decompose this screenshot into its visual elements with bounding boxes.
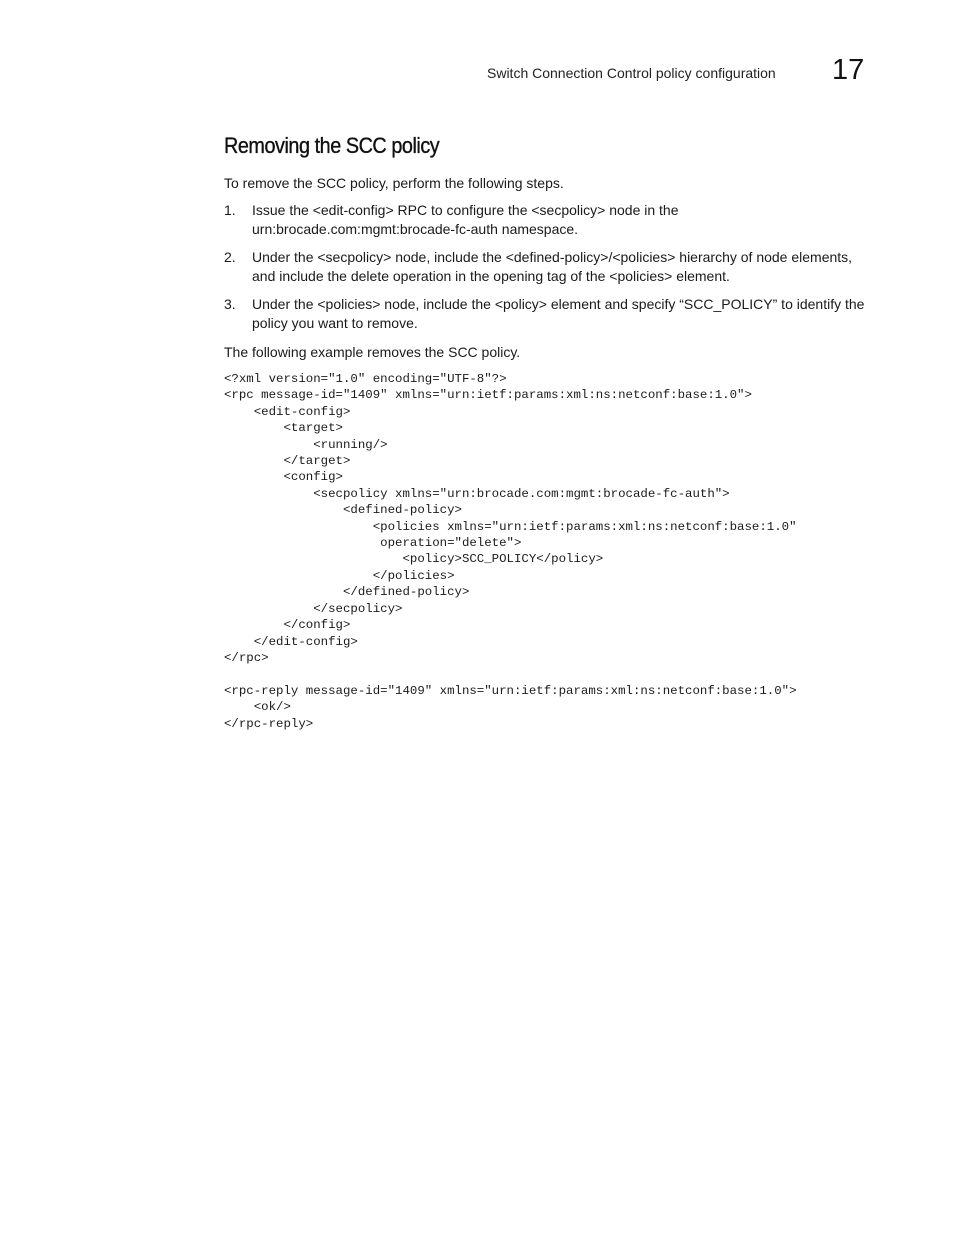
step-item (224, 201, 874, 239)
section-intro: To remove the SCC policy, perform the following steps. (224, 175, 564, 191)
step-text: Issue the <edit-config> RPC to configure the <secpolicy> node in the urn:brocade.com:mgmt:brocade-fc-auth namespace. (252, 202, 679, 237)
step-number: 1. (224, 202, 236, 218)
step-item (224, 295, 874, 333)
code-example: <?xml version="1.0" encoding="UTF-8"?> <rpc message-id="1409" xmlns="urn:ietf:params:xml:ns:netconf:base:1.0"> <edit-config> <target> <running/> </target> <config> <secpolicy xmlns="urn:brocade.com:mgmt:brocade-fc-auth"> <defined-policy> <policies xmlns="urn:ietf:params:xml:ns:netconf:base:1.0" operation="delete"> <policy>SCC_POLICY</policy> </policies> </defined-policy> </secpolicy> </config> </edit-config> </rpc> <rpc-reply message-id="1409" xmlns="urn:ietf:params:xml:ns:netconf:base:1.0"> <ok/> </rpc-reply> (224, 372, 797, 731)
running-header-title: Switch Connection Control policy configuration (487, 65, 776, 81)
step-text: Under the <policies> node, include the <policy> element and specify “SCC_POLICY” to identify the policy you want to remove. (252, 296, 865, 331)
chapter-number: 17 (832, 54, 865, 86)
steps-list (224, 201, 874, 342)
section-heading: Removing the SCC policy (224, 133, 440, 158)
step-item (224, 248, 874, 286)
step-number: 3. (224, 296, 236, 312)
example-intro: The following example removes the SCC policy. (224, 344, 521, 360)
step-number: 2. (224, 249, 236, 265)
step-text: Under the <secpolicy> node, include the <defined-policy>/<policies> hierarchy of node elements, and include the delete operation in the opening tag of the <policies> element. (252, 249, 853, 284)
